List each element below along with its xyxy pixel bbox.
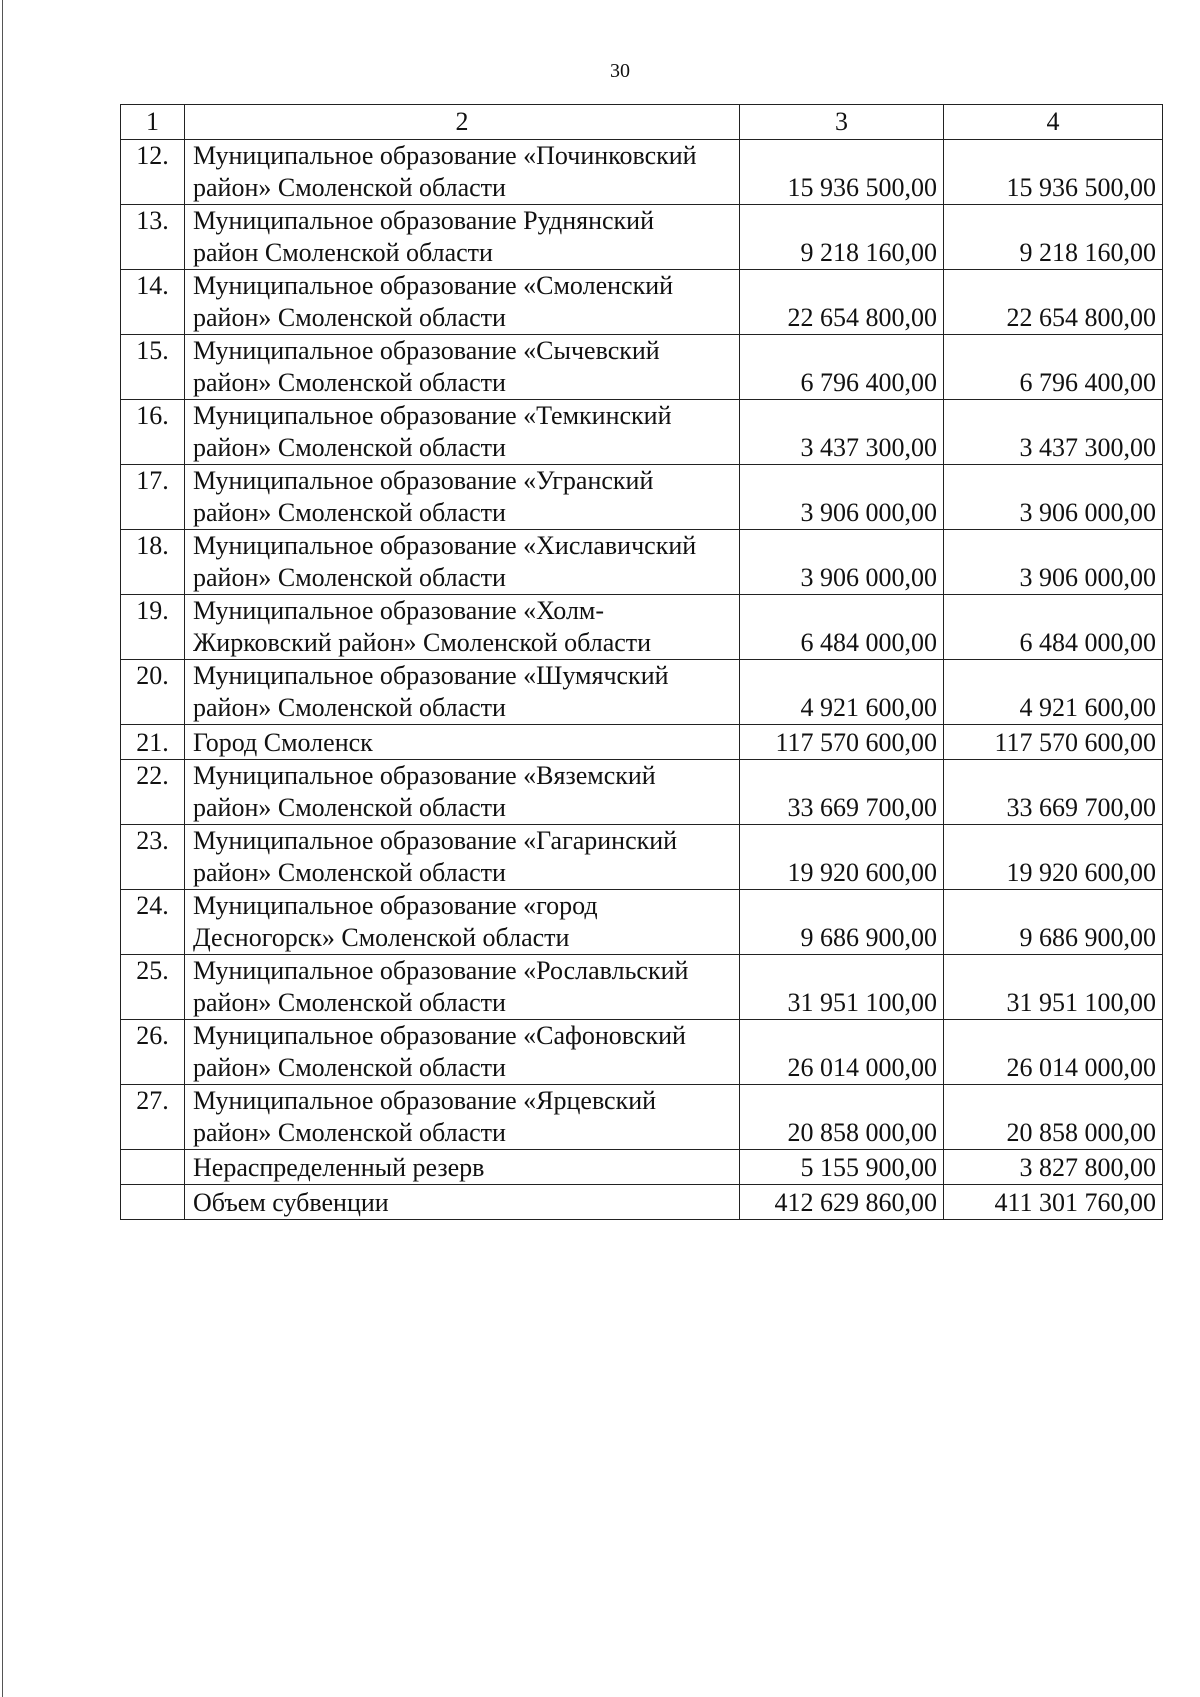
row-name — [185, 465, 740, 530]
row-number: 26. — [121, 1020, 185, 1085]
row-value-col4: 33 669 700,00 — [944, 760, 1163, 825]
row-value-col4: 4 921 600,00 — [944, 660, 1163, 725]
row-name-line-2: район» Смоленской области — [193, 793, 506, 822]
row-name-line-1: Муниципальное образование «Хиславичский — [193, 531, 697, 560]
row-name — [185, 660, 740, 725]
row-name — [185, 1150, 740, 1185]
row-name — [185, 140, 740, 205]
row-name — [185, 725, 740, 760]
row-number: 12. — [121, 140, 185, 205]
row-name-line-1: Муниципальное образование «Починковский — [193, 141, 697, 170]
row-number: 19. — [121, 595, 185, 660]
row-name-line-2: район» Смоленской области — [193, 858, 506, 887]
row-name-line-2: район» Смоленской области — [193, 693, 506, 722]
row-value-col3: 3 906 000,00 — [740, 465, 944, 530]
table-row — [121, 205, 1163, 270]
table-row — [121, 1020, 1163, 1085]
row-name — [185, 400, 740, 465]
row-name — [185, 595, 740, 660]
row-value-col4: 3 906 000,00 — [944, 465, 1163, 530]
row-value-col4: 19 920 600,00 — [944, 825, 1163, 890]
row-name-line-1: Муниципальное образование «Сафоновский — [193, 1021, 686, 1050]
table-row — [121, 595, 1163, 660]
table-row — [121, 955, 1163, 1020]
table-row — [121, 825, 1163, 890]
row-number: 17. — [121, 465, 185, 530]
row-number: 25. — [121, 955, 185, 1020]
row-name — [185, 530, 740, 595]
row-name — [185, 1020, 740, 1085]
row-value-col3: 3 906 000,00 — [740, 530, 944, 595]
row-value-col3: 26 014 000,00 — [740, 1020, 944, 1085]
row-value-col3: 117 570 600,00 — [740, 725, 944, 760]
table-row — [121, 400, 1163, 465]
row-value-col3: 3 437 300,00 — [740, 400, 944, 465]
row-value-col4: 3 827 800,00 — [944, 1150, 1163, 1185]
row-value-col4: 9 218 160,00 — [944, 205, 1163, 270]
row-name-line-1: Город Смоленск — [193, 728, 373, 757]
row-name — [185, 825, 740, 890]
row-value-col3: 6 484 000,00 — [740, 595, 944, 660]
row-value-col4: 117 570 600,00 — [944, 725, 1163, 760]
row-value-col3: 15 936 500,00 — [740, 140, 944, 205]
row-name-line-1: Муниципальное образование «город — [193, 891, 598, 920]
row-number — [121, 1150, 185, 1185]
row-number: 13. — [121, 205, 185, 270]
row-name-line-2: район» Смоленской области — [193, 988, 506, 1017]
row-value-col4: 15 936 500,00 — [944, 140, 1163, 205]
table-row — [121, 1150, 1163, 1185]
row-name — [185, 1185, 740, 1220]
table-row — [121, 660, 1163, 725]
table-row — [121, 1085, 1163, 1150]
row-number: 16. — [121, 400, 185, 465]
row-value-col3: 412 629 860,00 — [740, 1185, 944, 1220]
table-row — [121, 140, 1163, 205]
row-value-col3: 19 920 600,00 — [740, 825, 944, 890]
row-name — [185, 335, 740, 400]
row-value-col3: 9 218 160,00 — [740, 205, 944, 270]
table-row — [121, 530, 1163, 595]
row-name-line-1: Муниципальное образование Руднянский — [193, 206, 654, 235]
row-value-col4: 6 484 000,00 — [944, 595, 1163, 660]
row-name-line-1: Муниципальное образование «Вяземский — [193, 761, 656, 790]
row-number: 22. — [121, 760, 185, 825]
table-header — [121, 105, 1163, 140]
row-name-line-2: район» Смоленской области — [193, 303, 506, 332]
table-row — [121, 335, 1163, 400]
row-name-line-1: Объем субвенции — [193, 1188, 389, 1217]
row-value-col4: 9 686 900,00 — [944, 890, 1163, 955]
row-number: 24. — [121, 890, 185, 955]
row-name-line-1: Муниципальное образование «Угранский — [193, 466, 654, 495]
row-name-line-1: Муниципальное образование «Гагаринский — [193, 826, 678, 855]
table-body — [121, 140, 1163, 1220]
header-cell-4: 4 — [944, 105, 1163, 140]
row-name-line-1: Нераспределенный резерв — [193, 1153, 485, 1182]
row-value-col4: 26 014 000,00 — [944, 1020, 1163, 1085]
table-row — [121, 1185, 1163, 1220]
row-number: 15. — [121, 335, 185, 400]
row-name-line-2: район» Смоленской области — [193, 433, 506, 462]
row-name-line-2: Десногорск» Смоленской области — [193, 923, 570, 952]
page-number: 30 — [610, 60, 630, 82]
row-name-line-2: Жирковский район» Смоленской области — [193, 628, 652, 657]
row-number: 20. — [121, 660, 185, 725]
row-value-col3: 6 796 400,00 — [740, 335, 944, 400]
row-value-col4: 31 951 100,00 — [944, 955, 1163, 1020]
row-value-col4: 3 906 000,00 — [944, 530, 1163, 595]
row-name — [185, 270, 740, 335]
row-value-col4: 3 437 300,00 — [944, 400, 1163, 465]
row-name-line-2: район» Смоленской области — [193, 173, 506, 202]
row-value-col3: 20 858 000,00 — [740, 1085, 944, 1150]
row-value-col3: 5 155 900,00 — [740, 1150, 944, 1185]
row-name-line-2: район» Смоленской области — [193, 498, 506, 527]
row-name-line-1: Муниципальное образование «Шумячский — [193, 661, 669, 690]
row-value-col4: 411 301 760,00 — [944, 1185, 1163, 1220]
row-name — [185, 1085, 740, 1150]
table-row — [121, 760, 1163, 825]
row-value-col4: 22 654 800,00 — [944, 270, 1163, 335]
row-number: 14. — [121, 270, 185, 335]
row-number: 23. — [121, 825, 185, 890]
subvention-table — [120, 104, 1163, 1220]
header-cell-3: 3 — [740, 105, 944, 140]
row-name-line-1: Муниципальное образование «Темкинский — [193, 401, 672, 430]
table-row — [121, 725, 1163, 760]
table-header-row — [121, 105, 1163, 140]
row-value-col3: 4 921 600,00 — [740, 660, 944, 725]
row-name-line-2: район» Смоленской области — [193, 1053, 506, 1082]
row-value-col3: 9 686 900,00 — [740, 890, 944, 955]
row-number: 27. — [121, 1085, 185, 1150]
row-name-line-2: район» Смоленской области — [193, 368, 506, 397]
page-edge-line — [2, 0, 3, 1697]
row-name-line-1: Муниципальное образование «Холм- — [193, 596, 605, 625]
table-row — [121, 465, 1163, 530]
row-value-col4: 6 796 400,00 — [944, 335, 1163, 400]
row-name-line-1: Муниципальное образование «Смоленский — [193, 271, 674, 300]
table-row — [121, 270, 1163, 335]
row-name — [185, 205, 740, 270]
row-value-col3: 33 669 700,00 — [740, 760, 944, 825]
row-number — [121, 1185, 185, 1220]
header-cell-1: 1 — [121, 105, 185, 140]
row-value-col3: 31 951 100,00 — [740, 955, 944, 1020]
row-number: 21. — [121, 725, 185, 760]
table-row — [121, 890, 1163, 955]
row-name-line-1: Муниципальное образование «Ярцевский — [193, 1086, 657, 1115]
row-name-line-1: Муниципальное образование «Рославльский — [193, 956, 689, 985]
row-value-col3: 22 654 800,00 — [740, 270, 944, 335]
row-name-line-1: Муниципальное образование «Сычевский — [193, 336, 660, 365]
row-name-line-2: район Смоленской области — [193, 238, 493, 267]
row-name — [185, 760, 740, 825]
header-cell-2: 2 — [185, 105, 740, 140]
row-value-col4: 20 858 000,00 — [944, 1085, 1163, 1150]
row-name — [185, 890, 740, 955]
row-name-line-2: район» Смоленской области — [193, 1118, 506, 1147]
row-number: 18. — [121, 530, 185, 595]
row-name-line-2: район» Смоленской области — [193, 563, 506, 592]
row-name — [185, 955, 740, 1020]
